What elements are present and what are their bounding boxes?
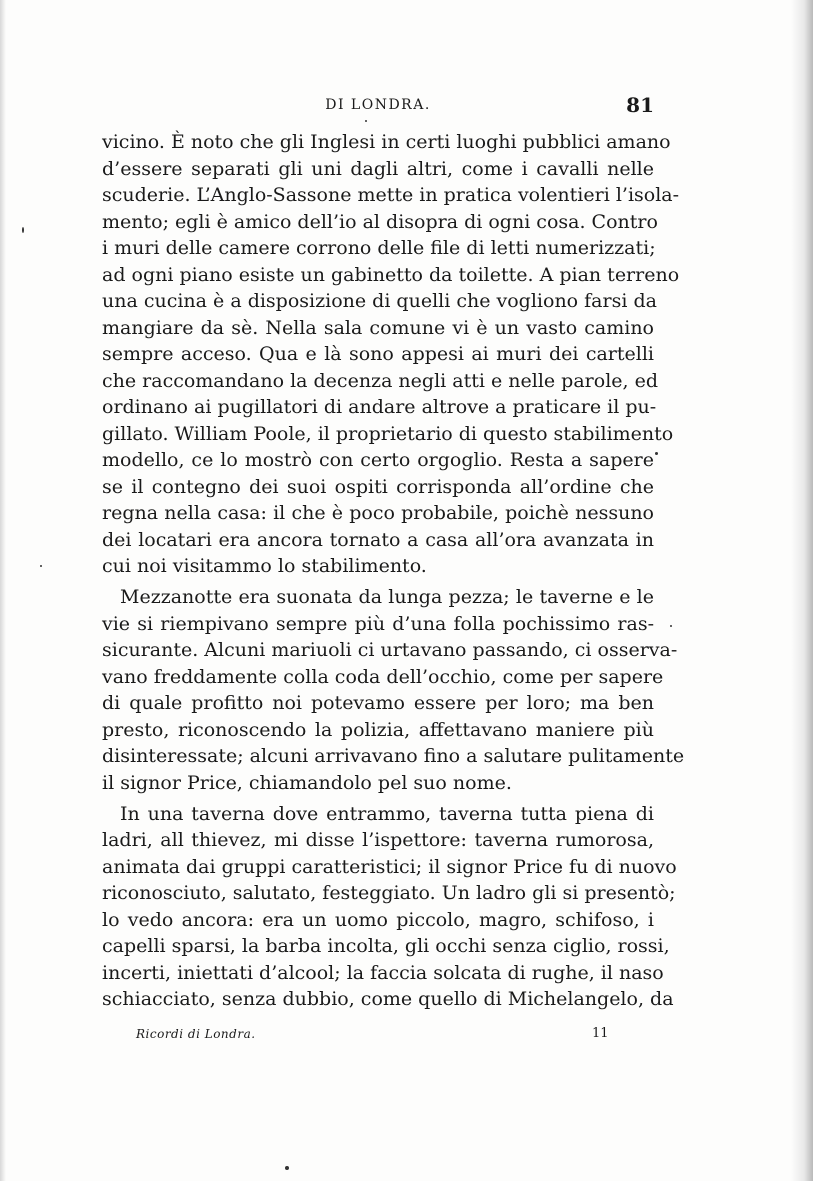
text-line: sicurante. Alcuni mariuoli ci urtavano passando, ci osserva-: [102, 639, 678, 661]
text-line: ladri, all thievez, mi disse l’ispettore: taverna rumorosa,: [102, 829, 654, 851]
text-line: il signor Price, chiamandolo pel suo nome.: [102, 772, 512, 794]
text-line: sempre acceso. Qua e là sono appesi ai muri dei cartelli: [102, 343, 654, 365]
text-line: che raccomandano la decenza negli atti e nelle parole, ed: [102, 370, 659, 392]
print-speck: [365, 120, 367, 122]
page-right-edge-shadow: [791, 0, 813, 1181]
text-line: mento; egli è amico dell’io al disopra di ogni cosa. Contro: [102, 211, 658, 233]
text-line: ad ogni piano esiste un gabinetto da toilette. A pian terreno: [102, 264, 680, 286]
text-line: riconosciuto, salutato, festeggiato. Un ladro gli si presentò;: [102, 882, 676, 904]
print-speck: [655, 452, 658, 455]
text-line: incerti, iniettati d’alcool; la faccia solcata di rughe, il naso: [102, 962, 664, 984]
text-line: gillato. William Poole, il proprietario di questo stabilimento: [102, 423, 674, 445]
text-line: vicino. È noto che gli Inglesi in certi luoghi pubblici amano: [102, 131, 671, 153]
text-line: mangiare da sè. Nella sala comune vi è un vasto camino: [102, 317, 654, 339]
text-line: disinteressate; alcuni arrivavano fino a salutare pulitamente: [102, 745, 685, 767]
text-line: capelli sparsi, la barba incolta, gli occhi senza ciglio, rossi,: [102, 935, 670, 957]
text-line: se il contegno dei suoi ospiti corrisponda all’ordine che: [102, 476, 654, 498]
text-line: i muri delle camere corrono delle file di letti numerizzati;: [102, 237, 656, 259]
footer-signature: Ricordi di Londra.: [136, 1027, 256, 1041]
running-head-title: DI LONDRA.: [325, 97, 431, 113]
page-left-edge: [0, 0, 6, 1181]
text-line: In una taverna dove entrammo, taverna tutta piena di: [120, 803, 654, 825]
text-line: regna nella casa: il che è poco probabile, poichè nessuno: [102, 502, 654, 524]
text-line: dei locatari era ancora tornato a casa all’ora avanzata in: [102, 529, 654, 551]
running-head: [102, 93, 654, 119]
text-line: vie si riempivano sempre più d’una folla pochissimo ras-: [102, 613, 654, 635]
text-line: d’essere separati gli uni dagli altri, come i cavalli nelle: [102, 158, 654, 180]
text-line: ordinano ai pugillatori di andare altrove a praticare il pu-: [102, 396, 657, 418]
text-line: animata dai gruppi caratteristici; il signor Price fu di nuovo: [102, 856, 677, 878]
text-line: di quale profitto noi potevamo essere per loro; ma ben: [102, 692, 654, 714]
page-number: 81: [626, 93, 654, 117]
text-line: presto, riconoscendo la polizia, affettavano maniere più: [102, 719, 654, 741]
print-speck: [670, 625, 672, 627]
footer-sheet-number: 11: [592, 1026, 609, 1041]
text-line: cui noi visitammo lo stabilimento.: [102, 555, 427, 577]
text-line: vano freddamente colla coda dell’occhio, come per sapere: [102, 666, 664, 688]
text-line: una cucina è a disposizione di quelli che vogliono farsi da: [102, 290, 657, 312]
print-speck: [40, 565, 42, 567]
text-line: lo vedo ancora: era un uomo piccolo, magro, schifoso, i: [102, 909, 654, 931]
text-line: Mezzanotte era suonata da lunga pezza; le taverne e le: [120, 586, 654, 608]
print-speck: [22, 227, 24, 233]
text-line: schiacciato, senza dubbio, come quello di Michelangelo, da: [102, 988, 674, 1010]
text-line: modello, ce lo mostrò con certo orgoglio. Resta a sapere: [102, 449, 654, 471]
print-speck: [285, 1166, 289, 1170]
text-line: scuderie. L’Anglo-Sassone mette in pratica volentieri l’isola-: [102, 184, 680, 206]
